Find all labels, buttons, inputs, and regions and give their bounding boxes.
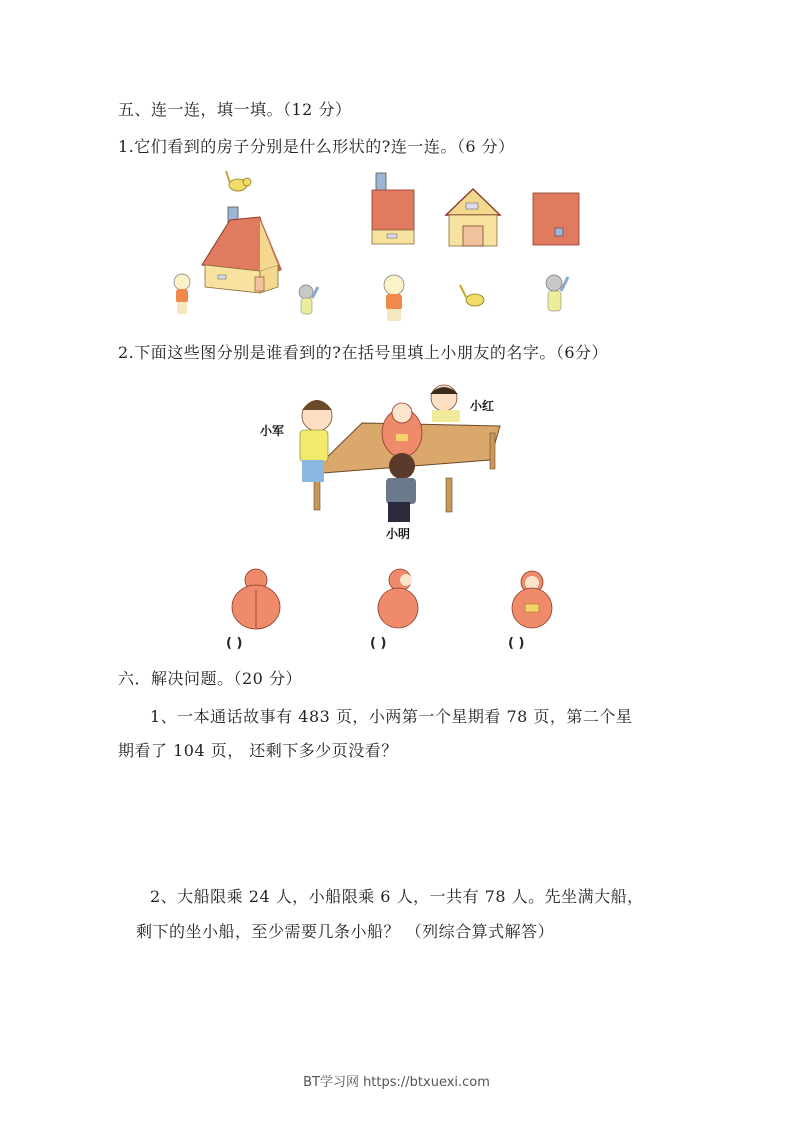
bird-icon <box>226 171 251 191</box>
house-view-option-1 <box>372 173 414 244</box>
question-5-2-text: 2.下面这些图分别是谁看到的?在括号里填上小朋友的名字。（6分） <box>118 343 609 362</box>
doll-views-illustration <box>222 560 582 635</box>
house-scene-illustration <box>150 165 600 330</box>
question-6-2-line2: 剩下的坐小船，至少需要几条小船？ （列综合算式解答） <box>136 922 555 941</box>
answer-blank-3[interactable]: ( ) <box>508 636 525 651</box>
name-label-xiaohong: 小红 <box>470 399 495 413</box>
section-6-title: 六．解决问题。（20 分） <box>118 669 302 688</box>
doll-back-view-icon <box>232 569 280 629</box>
question-5-1-text: 1.它们看到的房子分别是什么形状的?连一连。（6 分） <box>118 137 515 156</box>
house-3d-icon <box>202 207 282 293</box>
section-5-title: 五、连一连，填一填。（12 分） <box>118 100 352 119</box>
name-label-xiaoming: 小明 <box>386 527 411 541</box>
answer-blank-1[interactable]: ( ) <box>226 636 243 651</box>
table-scene-illustration <box>222 378 552 543</box>
house-view-option-2 <box>446 189 500 246</box>
question-6-1-line1: 1、一本通话故事有 483 页，小两第一个星期看 78 页，第二个星 <box>150 707 633 726</box>
house-view-option-3 <box>533 193 579 245</box>
doll-front-view-icon <box>512 571 552 628</box>
bird-bottom-icon <box>460 285 484 306</box>
doll-side-view-icon <box>378 569 418 628</box>
mouse-left-icon <box>174 274 190 314</box>
question-6-2-line1: 2、大船限乘 24 人，小船限乘 6 人，一共有 78 人。先坐满大船， <box>150 887 644 906</box>
answer-blank-2[interactable]: ( ) <box>370 636 387 651</box>
mouse-grey-icon <box>299 285 318 314</box>
question-6-1-line2: 期看了 104 页， 还剩下多少页没看？ <box>118 741 398 760</box>
mouse-front-icon <box>384 275 404 321</box>
mouse-back-icon <box>546 275 568 311</box>
footer-watermark: BT学习网 https://btxuexi.com <box>303 1075 490 1090</box>
name-label-xiaojun: 小军 <box>260 424 285 438</box>
